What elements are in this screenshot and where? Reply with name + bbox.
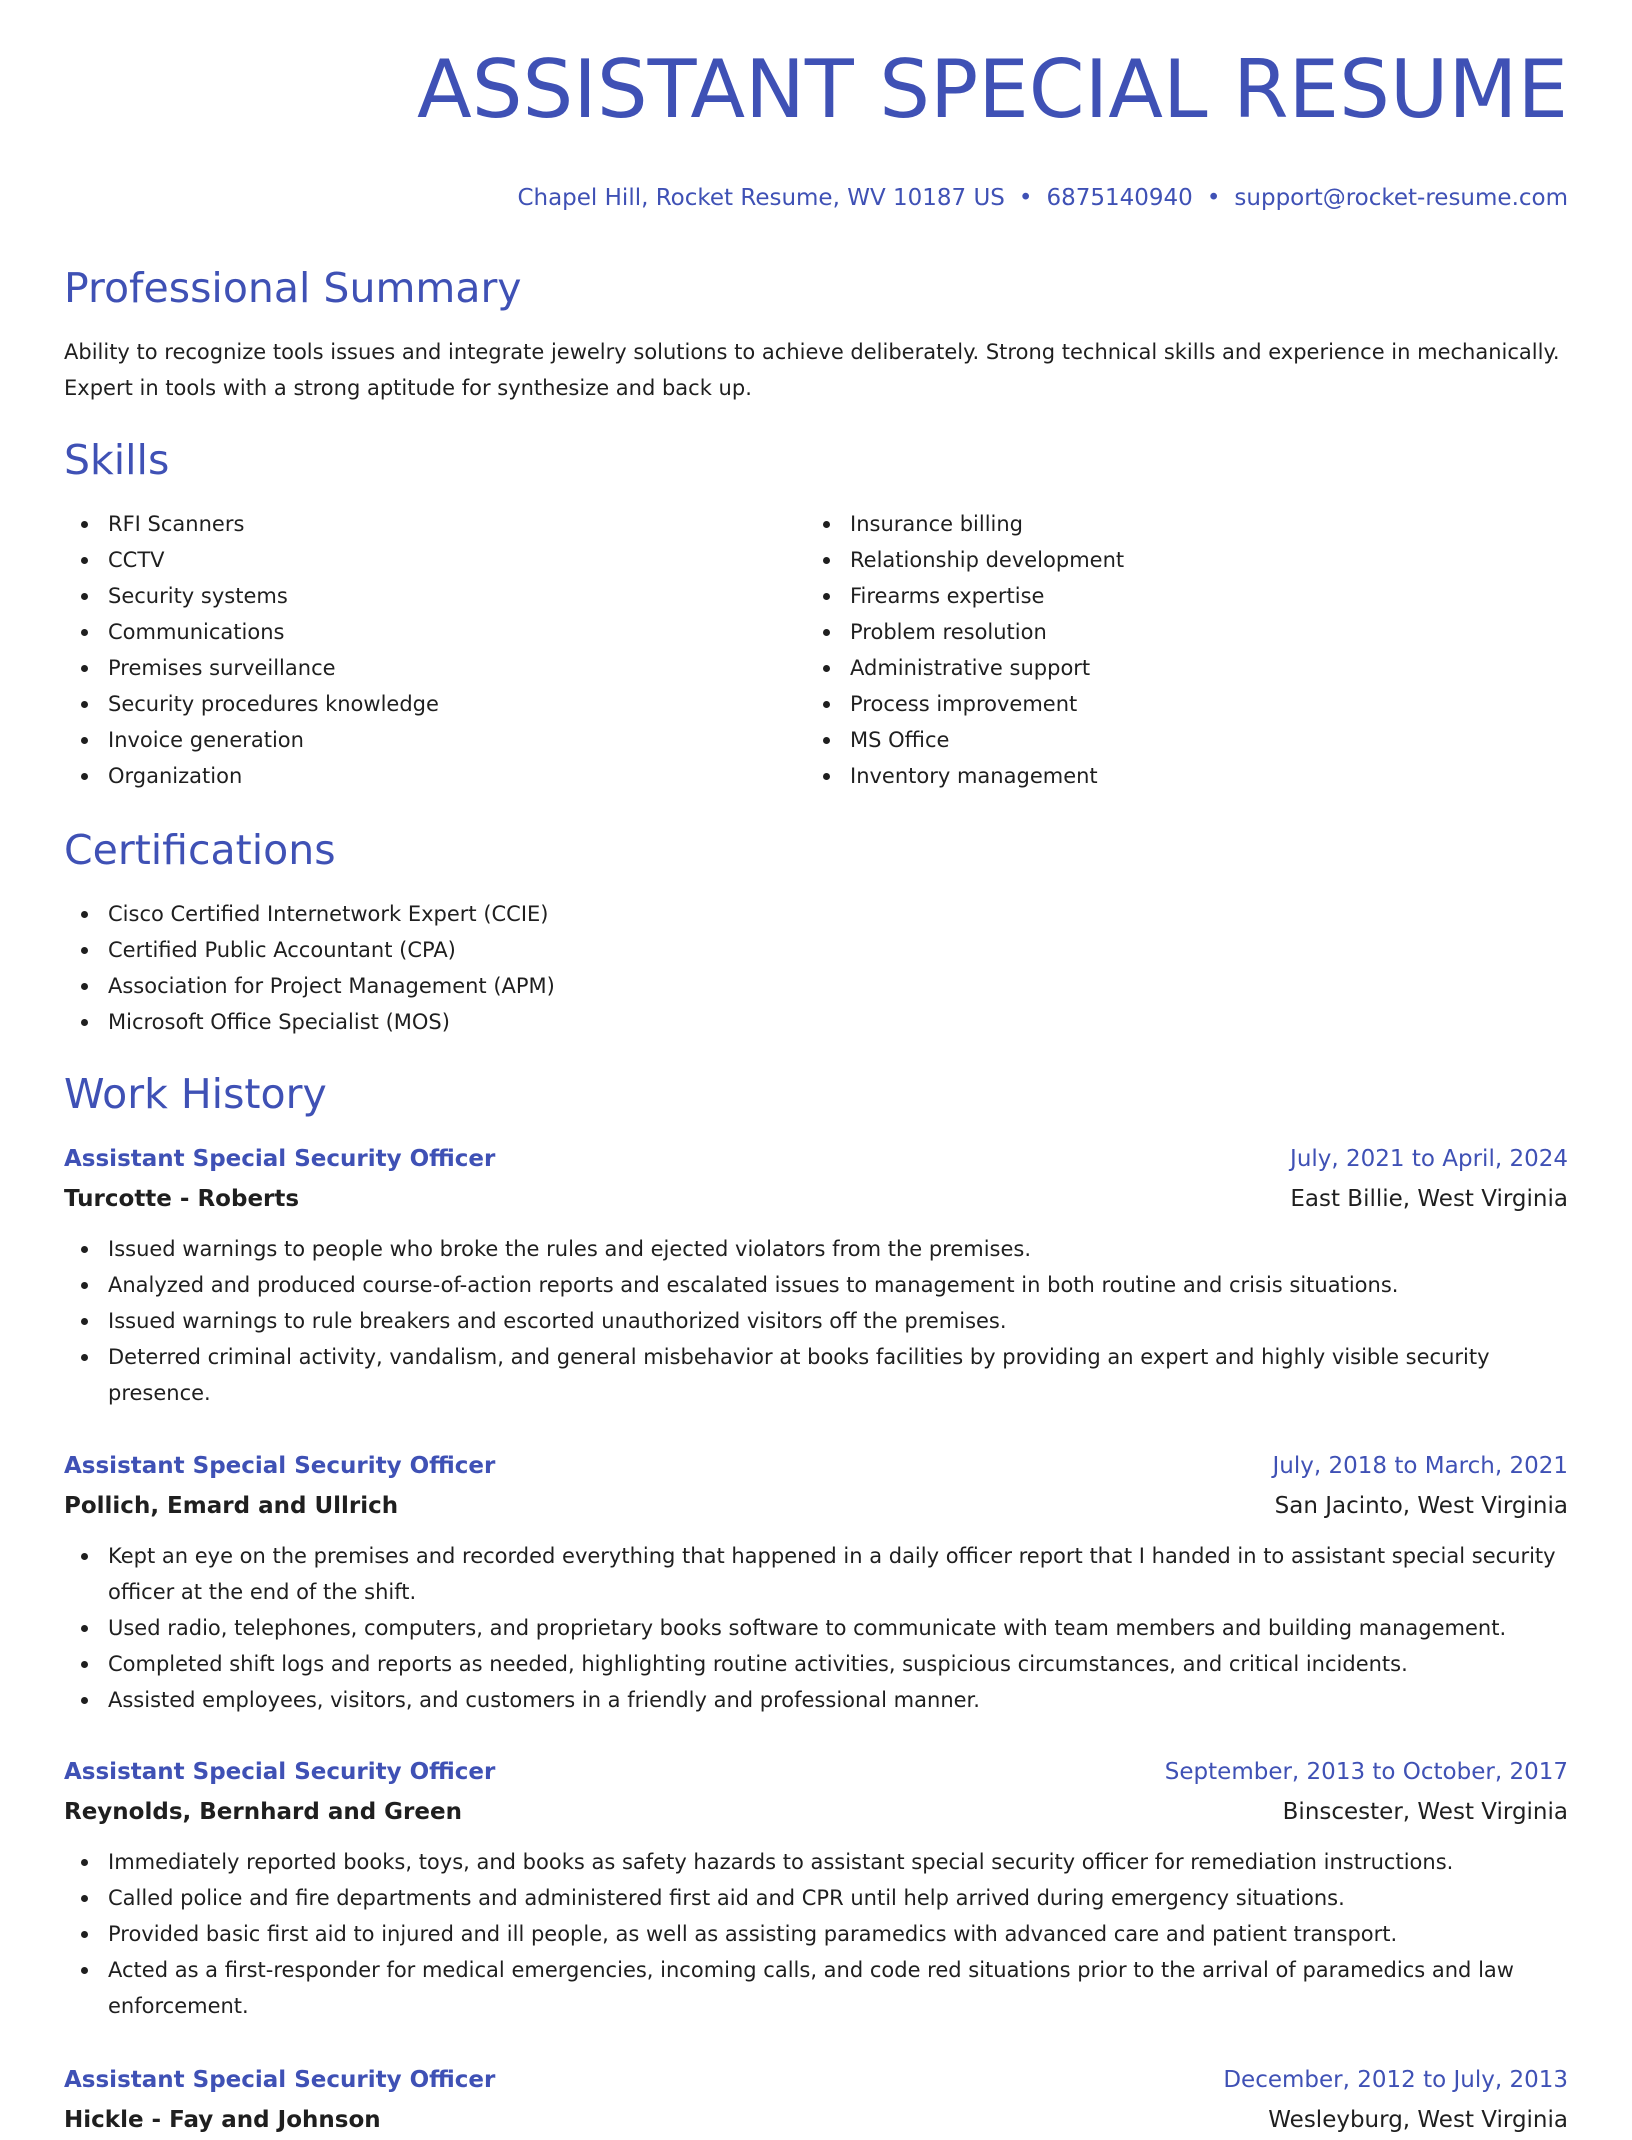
job-dates: September, 2013 to October, 2017: [1164, 1759, 1568, 1785]
work-history-heading: Work History: [64, 1070, 327, 1118]
resume-title: ASSISTANT SPECIAL RESUME: [417, 43, 1568, 136]
job-dates: July, 2018 to March, 2021: [1272, 1453, 1568, 1479]
job-entry: [64, 1139, 1568, 1411]
summary-heading: Professional Summary: [64, 264, 522, 312]
skill-item: Relationship development: [806, 542, 1546, 578]
skills-list-right: [806, 506, 1546, 794]
contact-phone: 6875140940: [1046, 185, 1193, 211]
job-location: Binscester, West Virginia: [1282, 1799, 1568, 1825]
job-title: Assistant Special Security Officer: [64, 1453, 496, 1479]
job-entry: [64, 1752, 1568, 2024]
job-bullet: Used radio, telephones, computers, and proprietary books software to communicate with team members and building management.: [64, 1610, 1568, 1646]
skill-item: Organization: [64, 758, 804, 794]
job-entry: [64, 1446, 1568, 1718]
skill-item: CCTV: [64, 542, 804, 578]
job-bullets: [64, 1231, 1568, 1411]
job-bullets: [64, 1844, 1568, 2024]
job-dates: July, 2021 to April, 2024: [1290, 1146, 1568, 1172]
job-bullet: Called police and fire departments and administered first aid and CPR until help arrived during emergency situations.: [64, 1880, 1568, 1916]
job-dates: December, 2012 to July, 2013: [1223, 2067, 1568, 2093]
job-bullet: Deterred criminal activity, vandalism, and general misbehavior at books facilities by providing an expert and highly visible security presence.: [64, 1339, 1568, 1411]
job-title: Assistant Special Security Officer: [64, 1759, 496, 1785]
job-bullet: Issued warnings to rule breakers and escorted unauthorized visitors off the premises.: [64, 1303, 1568, 1339]
job-bullet: Immediately reported books, toys, and books as safety hazards to assistant special security officer for remediation instructions.: [64, 1844, 1568, 1880]
job-bullet: Acted as a first-responder for medical emergencies, incoming calls, and code red situations prior to the arrival of paramedics and law enforcement.: [64, 1952, 1568, 2024]
job-company: Hickle - Fay and Johnson: [64, 2107, 381, 2133]
skill-item: Inventory management: [806, 758, 1546, 794]
skills-list-left: [64, 506, 804, 794]
skill-item: RFI Scanners: [64, 506, 804, 542]
job-title: Assistant Special Security Officer: [64, 1146, 496, 1172]
skill-item: Security systems: [64, 578, 804, 614]
job-bullet: Assisted employees, visitors, and customers in a friendly and professional manner.: [64, 1682, 1568, 1718]
job-company: Pollich, Emard and Ullrich: [64, 1493, 399, 1519]
job-location: East Billie, West Virginia: [1290, 1186, 1568, 1212]
skill-item: Process improvement: [806, 686, 1546, 722]
skill-item: Communications: [64, 614, 804, 650]
contact-line: [517, 183, 1568, 213]
contact-separator: •: [1206, 185, 1221, 211]
job-bullets: [64, 1538, 1568, 1718]
job-entry: [64, 2060, 1568, 2140]
job-bullet: Kept an eye on the premises and recorded everything that happened in a daily officer report that I handed in to assistant special security officer at the end of the shift.: [64, 1538, 1568, 1610]
certification-item: Microsoft Office Specialist (MOS): [64, 1004, 1568, 1040]
skill-item: Insurance billing: [806, 506, 1546, 542]
contact-separator: •: [1018, 185, 1033, 211]
contact-email: support@rocket-resume.com: [1234, 185, 1568, 211]
skill-item: Security procedures knowledge: [64, 686, 804, 722]
certification-item: Association for Project Management (APM): [64, 968, 1568, 1004]
job-bullet: Provided basic first aid to injured and ill people, as well as assisting paramedics with advanced care and patient transport.: [64, 1916, 1568, 1952]
job-bullet: Completed shift logs and reports as needed, highlighting routine activities, suspicious circumstances, and critical incidents.: [64, 1646, 1568, 1682]
job-location: Wesleyburg, West Virginia: [1268, 2107, 1568, 2133]
job-company: Reynolds, Bernhard and Green: [64, 1799, 462, 1825]
job-title: Assistant Special Security Officer: [64, 2067, 496, 2093]
job-location: San Jacinto, West Virginia: [1274, 1493, 1568, 1519]
certifications-list: [64, 896, 1568, 1040]
summary-text: Ability to recognize tools issues and integrate jewelry solutions to achieve deliberately. Strong technical skills and experience in mechanically. Expert in tools with a strong aptitude for synthesize and back up.: [64, 340, 1560, 400]
job-bullet: Analyzed and produced course-of-action reports and escalated issues to management in both routine and crisis situations.: [64, 1267, 1568, 1303]
skill-item: Administrative support: [806, 650, 1546, 686]
skill-item: Firearms expertise: [806, 578, 1546, 614]
skill-item: MS Office: [806, 722, 1546, 758]
skills-heading: Skills: [64, 436, 170, 484]
skill-item: Premises surveillance: [64, 650, 804, 686]
contact-address: Chapel Hill, Rocket Resume, WV 10187 US: [517, 185, 1005, 211]
certification-item: Certified Public Accountant (CPA): [64, 932, 1568, 968]
job-bullet: Issued warnings to people who broke the rules and ejected violators from the premises.: [64, 1231, 1568, 1267]
skill-item: Invoice generation: [64, 722, 804, 758]
certification-item: Cisco Certified Internetwork Expert (CCIE): [64, 896, 1568, 932]
skill-item: Problem resolution: [806, 614, 1546, 650]
job-company: Turcotte - Roberts: [64, 1186, 300, 1212]
certifications-heading: Certifications: [64, 826, 336, 874]
